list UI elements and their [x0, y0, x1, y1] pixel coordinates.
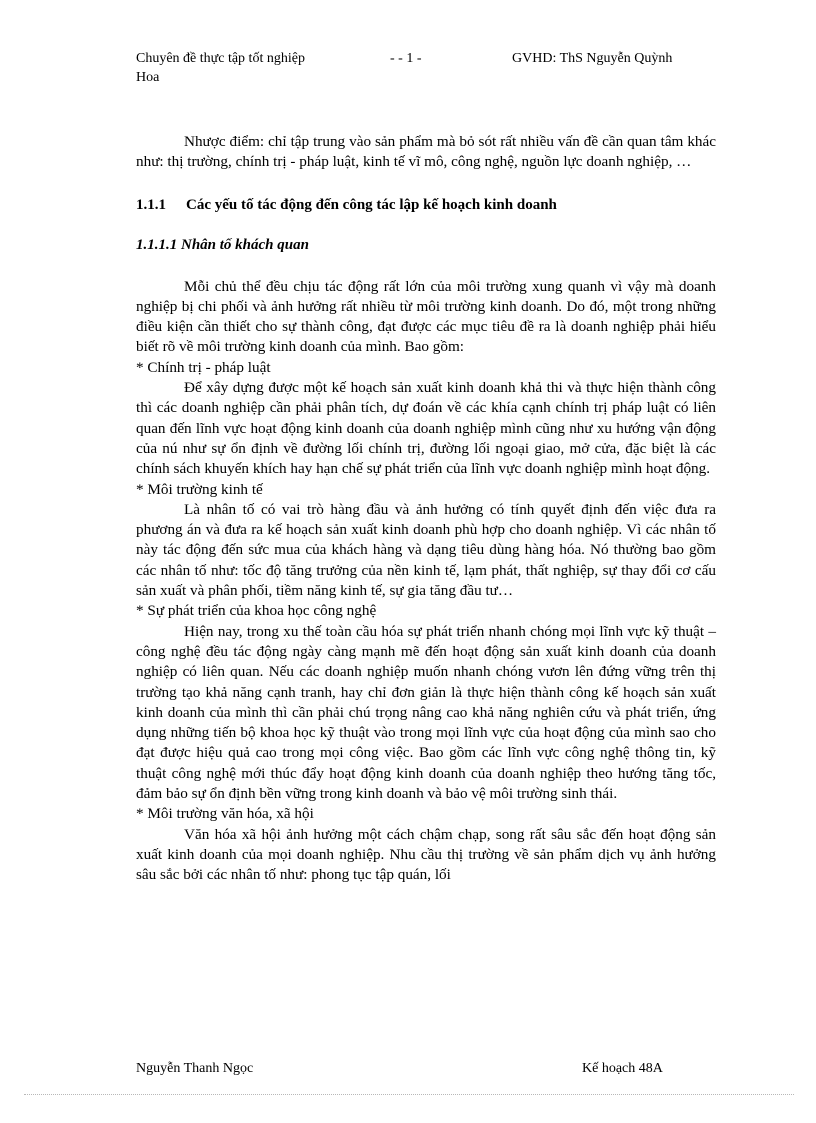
overview-paragraph: Mỗi chủ thể đều chịu tác động rất lớn của môi trường xung quanh vì vậy mà doanh nghiệp bị chi phối và ảnh hưởng rất nhiều từ môi trường kinh doanh. Do đó, một trong những điều kiện cần thiết cho sự thành công, đạt được các mục tiêu đề ra là doanh nghiệp phải hiểu biết rõ về môi trường kinh doanh của mình. Bao gồm:	[136, 277, 716, 356]
technology-heading: * Sự phát triển của khoa học công nghệ	[136, 602, 377, 620]
report-title: Chuyên đề thực tập tốt nghiệp	[136, 51, 305, 66]
political-heading: * Chính trị - pháp luật	[136, 358, 271, 376]
author-name: Nguyễn Thanh Ngọc	[136, 1061, 254, 1076]
culture-paragraph: Văn hóa xã hội ảnh hưởng một cách chậm chạp, song rất sâu sắc đến hoạt động sản xuất kinh doanh của mọi doanh nghiệp. Nhu cầu thị trường về sản phẩm dịch vụ ảnh hưởng sâu sắc bởi các nhân tố như: phong tục tập quán, lối	[136, 825, 716, 884]
subsection-heading: 1.1.1.1 Nhân tố khách quan	[136, 236, 309, 253]
section-number: 1.1.1	[136, 196, 166, 213]
technology-paragraph: Hiện nay, trong xu thế toàn cầu hóa sự phát triển nhanh chóng mọi lĩnh vực kỹ thuật – công nghệ đều tác động ngày càng mạnh mẽ đến hoạt động sản xuất kinh doanh của doanh nghiệp có liên quan. Nếu các doanh nghiệp muốn nhanh chóng vươn lên đứng vững trên thị trường tạo khả năng cạnh tranh, hay chỉ đơn giản là thực hiện thành công kế hoạch sản xuất kinh doanh của mình thì cần phải chú trọng nâng cao khả năng nghiên cứu và phát triển, ứng dụng những tiến bộ khoa học kỹ thuật vào trong mọi lĩnh vực của hoạt động của mình sao cho đạt được hiệu quả cao trong mọi công việc. Bao gồm các lĩnh vực công nghệ thông tin, kỹ thuật công nghệ mới thúc đẩy hoạt động kinh doanh của doanh nghiệp theo hướng tăng tốc, đảm bảo sự ổn định bền vững trong kinh doanh và bảo vệ môi trường sinh thái.	[136, 622, 716, 803]
page-number: - - 1 -	[390, 51, 422, 66]
economic-paragraph: Là nhân tố có vai trò hàng đầu và ảnh hưởng có tính quyết định đến việc đưa ra phương án và đưa ra kế hoạch sản xuất kinh doanh phù hợp cho doanh nghiệp. Vì các nhân tố này tác động đến sức mua của khách hàng và dạng tiêu dùng hàng hóa. Nó thường bao gồm các nhân tố như: tốc độ tăng trưởng của nền kinh tế, lạm phát, thất nghiệp, sự thay đổi cơ cấu sản xuất và phân phối, tiềm năng kinh tế, sự gia tăng đầu tư…	[136, 500, 716, 600]
section-heading	[136, 195, 716, 215]
section-title: Các yếu tố tác động đến công tác lập kế hoạch kinh doanh	[186, 196, 557, 213]
economic-heading: * Môi trường kinh tế	[136, 480, 263, 498]
document-body	[136, 132, 716, 886]
page-boundary-line	[24, 1094, 794, 1095]
supervisor: GVHD: ThS Nguyễn Quỳnh	[512, 51, 673, 66]
political-paragraph: Để xây dựng được một kế hoạch sản xuất kinh doanh khả thi và thực hiện thành công thì các doanh nghiệp cần phải phân tích, dự đoán về các khía cạnh chính trị pháp luật có liên quan đến lĩnh vực hoạt động kinh doanh của doanh nghiệp mình cũng như xu hướng vận động của nú như sự ổn định về đường lối chính trị, đường lối ngoại giao, mở cửa, đặc biệt là các chính sách khuyến khích hay hạn chế sự phát triển của lĩnh vực doanh nghiệp mình hoạt động.	[136, 379, 716, 478]
class-name: Kế hoạch 48A	[582, 1061, 663, 1076]
supervisor-continued: Hoa	[136, 70, 160, 85]
culture-heading: * Môi trường văn hóa, xã hội	[136, 805, 314, 823]
intro-paragraph: Nhược điểm: chỉ tập trung vào sản phẩm mà bỏ sót rất nhiều vấn đề cần quan tâm khác như: thị trường, chính trị - pháp luật, kinh tế vĩ mô, công nghệ, nguồn lực doanh nghiệp, …	[136, 133, 716, 171]
